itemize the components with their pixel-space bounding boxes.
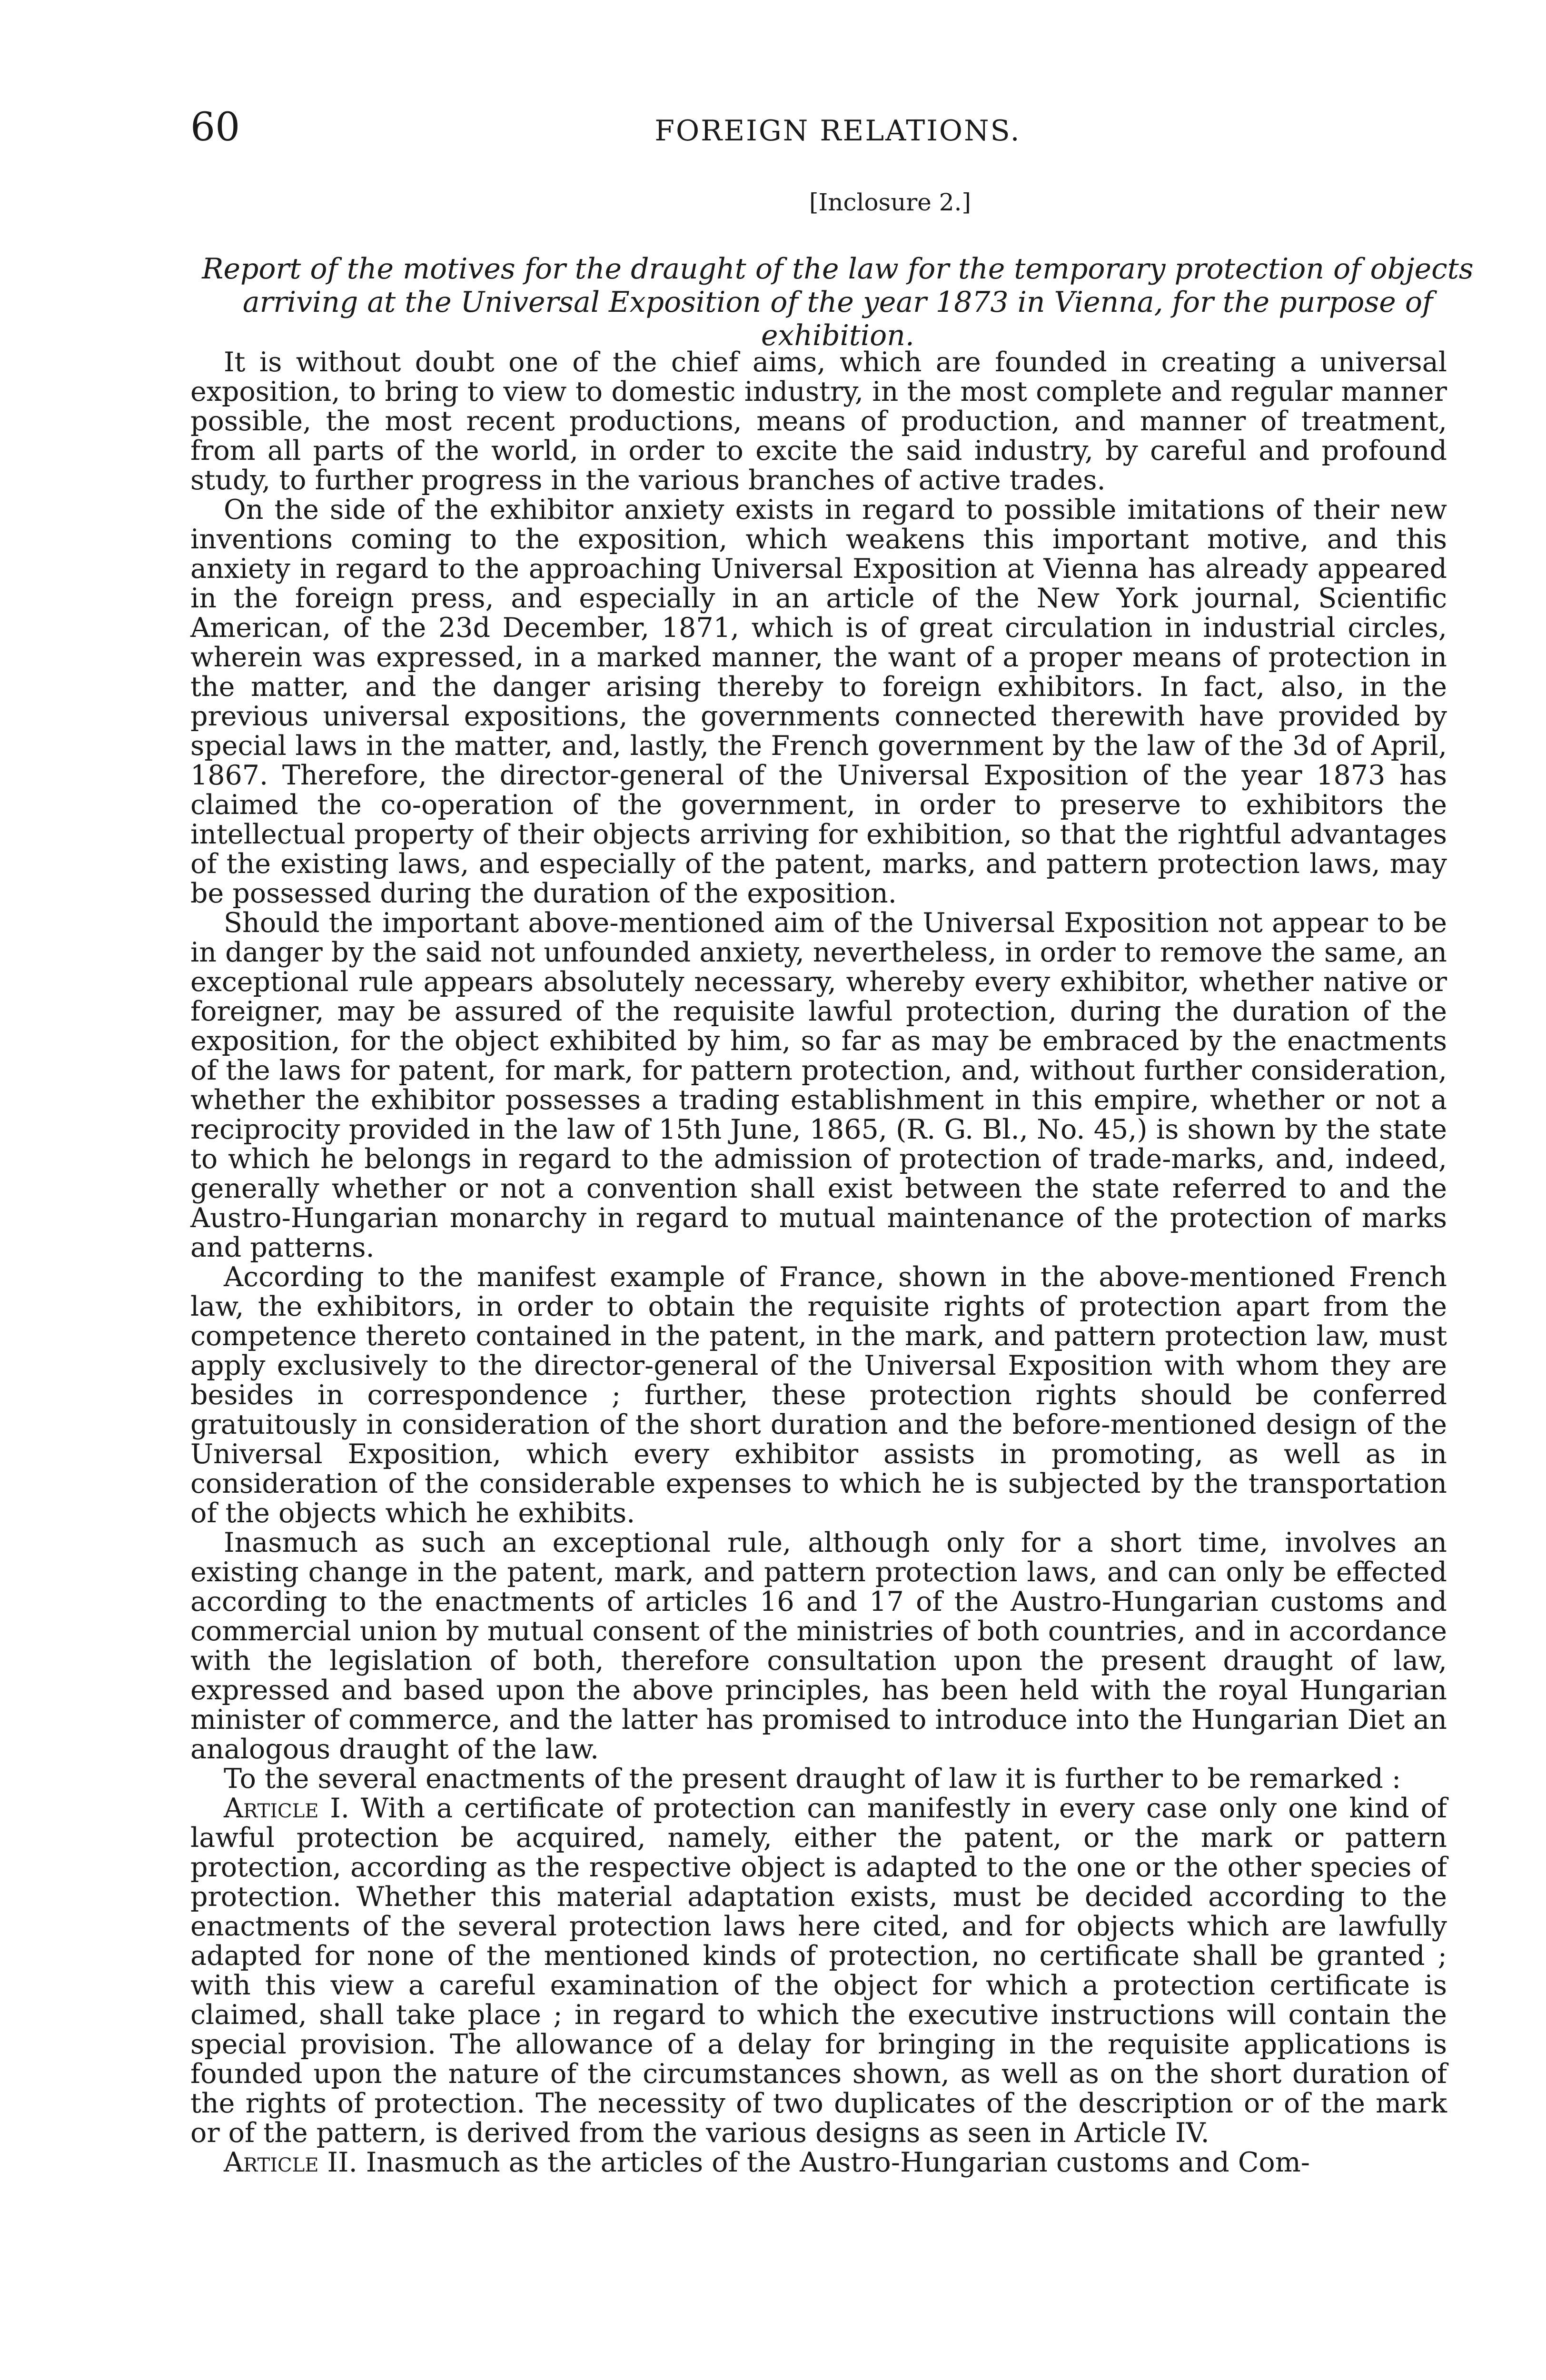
paragraph: To the several enactments of the present draught of law it is further to be remarked : <box>224 1763 1401 1795</box>
paragraph: Should the important above-mentioned aim of the Universal Exposition not appear to be in danger by the said not unfounded anxiety, nevertheless, in order to remove the same, an exceptional rule appears absolutely necessary, whereby every exhibitor, whether native or foreigner, may be assured of the requisite lawful protection, during the duration of the exposition, for the object exhibited by him, so far as may be embraced by the enactments of the laws for patent, for mark, for pattern protection, and, without further consideration, whether the exhibitor possesses a trading establishment in this empire, whether or not a reciprocity provided in the law of 15th June, 1865, (R. G. Bl., No. 45,) is shown by the state to which he belongs in regard to the admission of protection of trade-marks, and, indeed, generally whether or not a convention shall exist between the state referred to and the Austro-Hungarian monarchy in regard to mutual maintenance of the protection of marks and patterns. <box>190 907 1447 1263</box>
article-text: Inasmuch as the articles of the Austro-Hungarian customs and Com- <box>366 2147 1310 2178</box>
body-text <box>190 347 1447 2177</box>
paragraph: Inasmuch as such an exceptional rule, although only for a short time, involves an existing change in the patent, mark, and pattern protection laws, and can only be effected according to the enactments of articles 16 and 17 of the Austro-Hungarian customs and commercial union by mutual consent of the ministries of both countries, and in accordance with the legislation of both, therefore consultation upon the present draught of law, expressed and based upon the above principles, has been held with the royal Hungarian minister of commerce, and the latter has promised to introduce into the Hungarian Diet an analogous draught of the law. <box>190 1527 1447 1765</box>
report-title: Report of the motives for the draught of the law for the temporary protection of objects arriving at the Universal Exposition of the year 1873 in Vienna, for the purpose of exhibition. <box>202 252 1474 352</box>
article-text: With a certificate of protection can manifestly in every case only one kind of lawful protection be acquired, namely, either the patent, or the mark or pattern protection, according as the respective object is adapted to the one or the other species of protection. Whether this material adaptation exists, must be decided according to the enactments of the several protection laws here cited, and for objects which are lawfully adapted for none of the mentioned kinds of protection, no certificate shall be granted ; with this view a careful examination of the object for which a protection certificate is claimed, shall take place ; in regard to which the executive instructions will contain the special provision. The allowance of a delay for bringing in the requisite applications is founded upon the nature of the circumstances shown, as well as on the short duration of the rights of protection. The necessity of two duplicates of the description or of the mark or of the pattern, is derived from the various designs as seen in Article IV. <box>190 1793 1447 2149</box>
paragraph: According to the manifest example of France, shown in the above-mentioned French law, the exhibitors, in order to obtain the requisite rights of protection apart from the competence thereto contained in the patent, in the mark, and pattern protection law, must apply exclusively to the director-general of the Universal Exposition with whom they are besides in correspondence ; further, these protection rights should be conferred gratuitously in consideration of the short duration and the before-mentioned design of the Universal Exposition, which every exhibitor assists in promoting, as well as in consideration of the considerable expenses to which he is subjected by the transportation of the objects which he exhibits. <box>190 1261 1447 1529</box>
page-number: 60 <box>190 105 240 150</box>
running-head: FOREIGN RELATIONS. <box>654 114 1021 148</box>
article-paragraph <box>190 2148 1447 2177</box>
paragraph: On the side of the exhibitor anxiety exists in regard to possible imitations of their new inventions coming to the exposition, which weakens this important motive, and this anxiety in regard to the approaching Universal Exposition at Vienna has already appeared in the foreign press, and especially in an article of the New York journal, Scientific American, of the 23d December, 1871, which is of great circulation in industrial circles, wherein was expressed, in a marked manner, the want of a proper means of protection in the matter, and the danger arising thereby to foreign exhibitors. In fact, also, in the previous universal expositions, the governments connected therewith have provided by special laws in the matter, and, lastly, the French government by the law of the 3d of April, 1867. Therefore, the director-general of the Universal Exposition of the year 1873 has claimed the co-operation of the government, in order to preserve to exhibitors the intellectual property of their objects arriving for exhibition, so that the rightful advantages of the existing laws, and especially of the patent, marks, and pattern protection laws, may be possessed during the duration of the exposition. <box>190 494 1447 909</box>
article-paragraph <box>190 1794 1447 2148</box>
article-label: Article I. <box>224 1793 349 1824</box>
inclosure-label: [Inclosure 2.] <box>809 188 971 216</box>
paragraph: It is without doubt one of the chief aims, which are founded in creating a universal exposition, to bring to view to domestic industry, in the most complete and regular manner possible, the most recent productions, means of production, and manner of treatment, from all parts of the world, in order to excite the said industry, by careful and profound study, to further progress in the various branches of active trades. <box>190 347 1447 496</box>
page-header <box>190 104 1485 156</box>
article-label: Article II. <box>224 2147 357 2178</box>
